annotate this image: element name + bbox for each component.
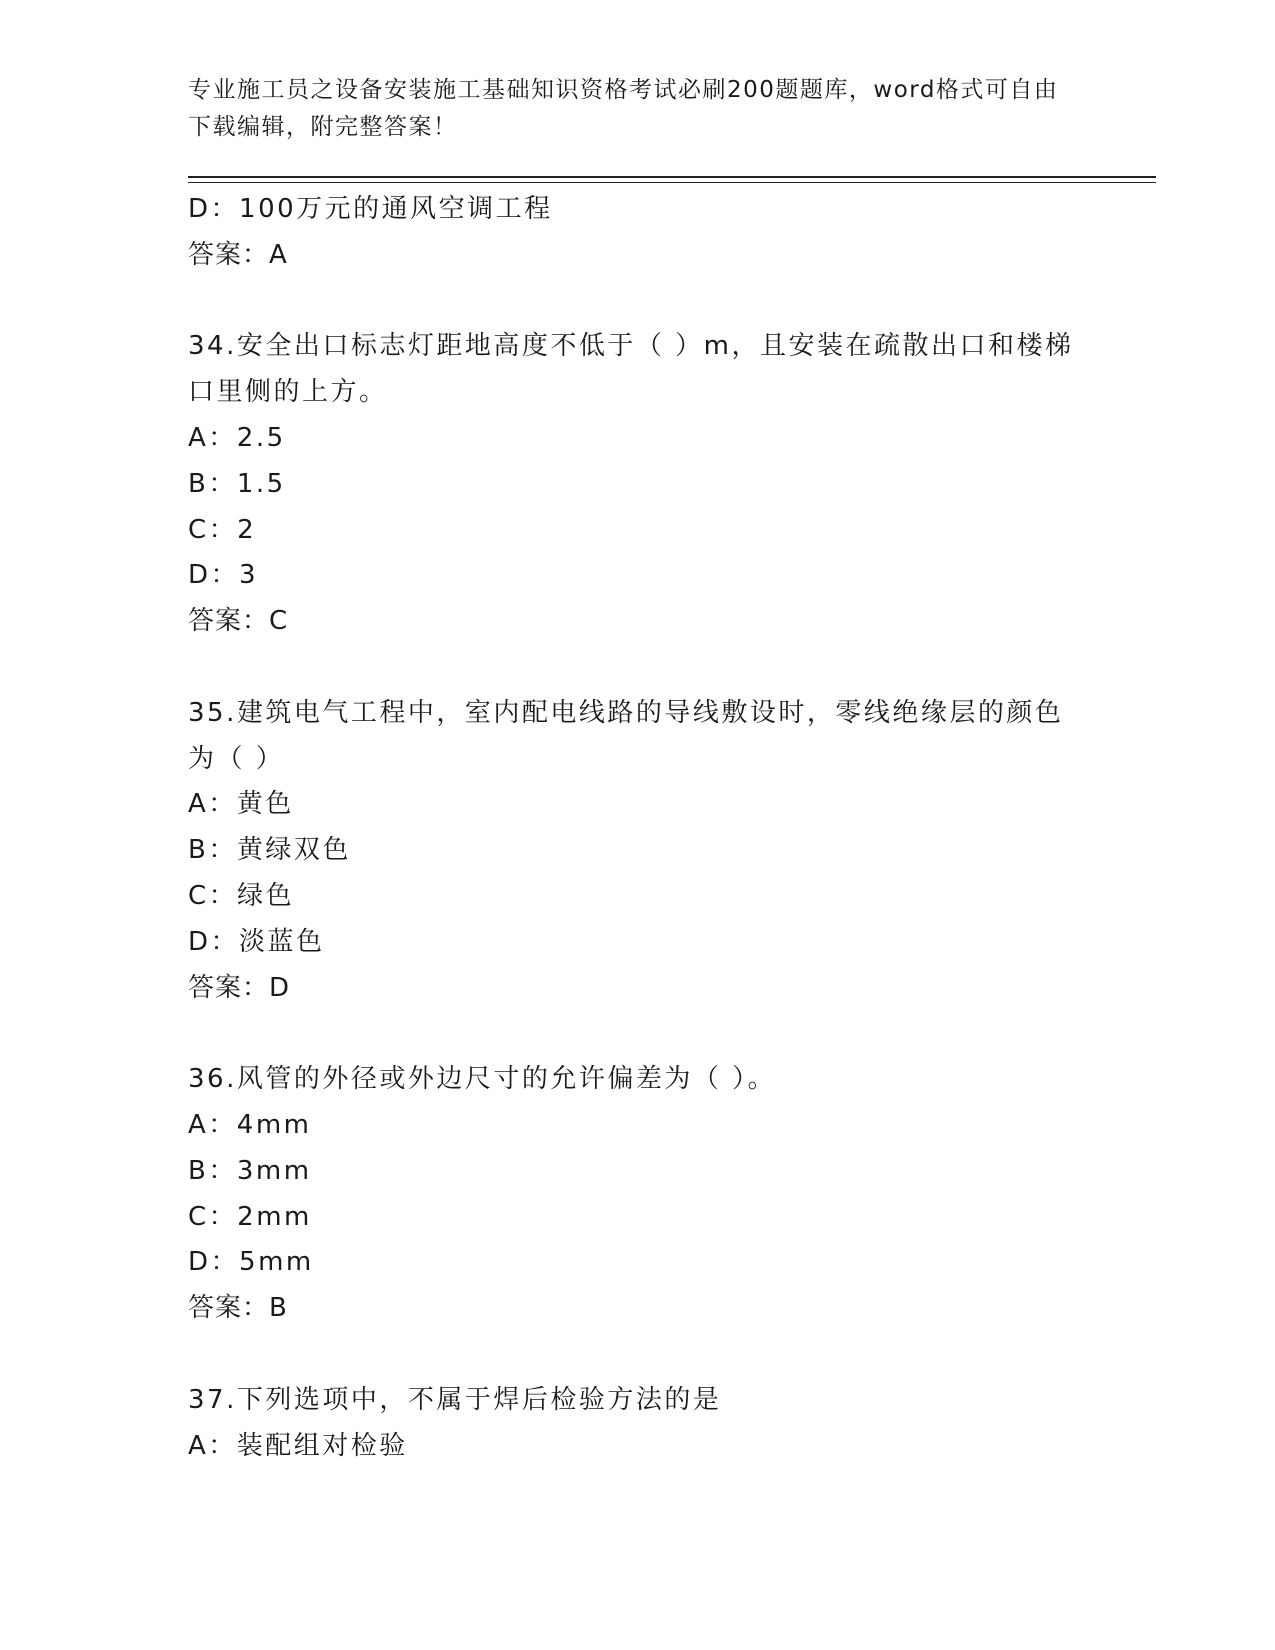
option-d: D：100万元的通风空调工程: [188, 194, 553, 224]
header-title-line-2: 下载编辑，附完整答案！: [188, 114, 458, 140]
question-stem-line-1: 36.风管的外径或外边尺寸的允许偏差为（ ）。: [188, 1064, 777, 1095]
answer-line: 答案：B: [188, 1293, 288, 1324]
question-stem-line-2: 口里侧的上方。: [188, 377, 388, 408]
answer-line: 答案：D: [188, 972, 291, 1003]
option-d: D：淡蓝色: [188, 926, 325, 957]
option-c: C：2mm: [188, 1201, 312, 1232]
spacer: [188, 279, 1088, 325]
option-b: B：3mm: [188, 1155, 312, 1186]
spacer: [188, 1011, 1088, 1057]
option-d: D：3: [188, 560, 259, 591]
option-c: C：2: [188, 514, 257, 545]
spacer: [188, 1332, 1088, 1378]
option-b: B：1.5: [188, 468, 286, 499]
document-header: [188, 72, 1088, 146]
header-divider-thick: [188, 176, 1156, 178]
question-list: [188, 187, 1088, 1469]
question-stem-line-1: 35.建筑电气工程中，室内配电线路的导线敷设时，零线绝缘层的颜色: [188, 697, 1064, 728]
option-a: A：装配组对检验: [188, 1430, 408, 1461]
question-stem-line-2: 为（ ）: [188, 743, 285, 774]
question-35: [188, 691, 1088, 1012]
option-a: A：黄色: [188, 789, 294, 820]
question-stem-line-1: 37.下列选项中，不属于焊后检验方法的是: [188, 1384, 722, 1415]
question-37: [188, 1378, 1088, 1470]
question-stem-line-1: 34.安全出口标志灯距地高度不低于（ ）m，且安装在疏散出口和楼梯: [188, 331, 1074, 362]
option-b: B：黄绿双色: [188, 835, 351, 866]
spacer: [188, 645, 1088, 691]
header-title-line-1: 专业施工员之设备安装施工基础知识资格考试必刷200题题库，word格式可自由: [188, 77, 1059, 103]
question-33-tail: [188, 187, 1088, 279]
header-divider-thin: [188, 182, 1156, 183]
option-d: D：5mm: [188, 1247, 314, 1278]
answer-line: 答案：C: [188, 606, 289, 637]
question-36: [188, 1057, 1088, 1332]
option-c: C：绿色: [188, 880, 295, 911]
question-34: [188, 324, 1088, 645]
option-a: A：2.5: [188, 422, 286, 453]
answer-line: 答案：A: [188, 239, 288, 270]
option-a: A：4mm: [188, 1109, 312, 1140]
